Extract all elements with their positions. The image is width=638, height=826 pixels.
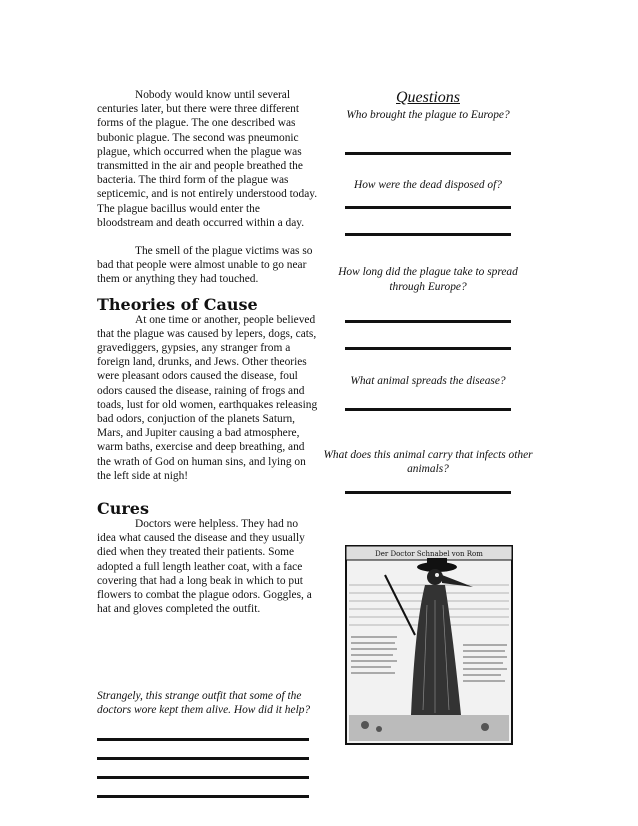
heading-theories-of-cause: Theories of Cause (97, 294, 258, 314)
heading-cures: Cures (97, 499, 149, 519)
paragraph-cures: Doctors were helpless. They had no idea what caused the disease and they usually died when they treated their patients. Some adopted a full length leather coat, with a face covering that had a long beak in which to put flowers to combat the plague odors. Goggles, a hat and gloves completed the outfit. (97, 518, 312, 616)
plague-doctor-illustration (345, 545, 513, 745)
answer-line-q5[interactable] (345, 491, 511, 494)
illustration-caption: Der Doctor Schnabel von Rom (375, 550, 483, 558)
questions-column (320, 88, 536, 494)
paragraph-theories: At one time or another, people believed that the plague was caused by lepers, dogs, cats, gravediggers, gypsies, any stranger from a foreign land, drunks, and Jews. Other theories were pleasant odors caused the disease, foul odors caused the disease, raining of frogs and toads, lust for old women, earthquakes releasing bad odors, conjuction of the planets Saturn, Mars, and Jupiter causing a bad atmosphere, warm baths, exercise and deep breathing, and the wrath of God on human sins, and lying on the left side at nigh! (97, 313, 318, 482)
question-1: Who brought the plague to Europe? (346, 109, 510, 121)
question-3: How long did the plague take to spread through Europe? (338, 266, 518, 293)
answer-line-4[interactable] (97, 795, 309, 798)
left-column (97, 88, 319, 798)
question-4: What animal spreads the disease? (350, 374, 506, 387)
questions-title: Questions (396, 89, 460, 106)
question-2: How were the dead disposed of? (354, 179, 502, 192)
question-outfit: Strangely, this strange outfit that some of the doctors wore kept them alive. How did it help? (97, 689, 311, 716)
paragraph-plague-forms: Nobody would know until several centuries later, but there were three different forms of the plague. The one described was bubonic plague. The second was pneumonic plague, which occurred when the plague was transmitted in the air and people breathed the bacteria. The third form of the plague was septicemic, and is not entirely understood today. The plague bacillus would enter the bloodstream and death occurred within a day. (97, 89, 318, 229)
paragraph-smell: The smell of the plague victims was so bad that people were almost unable to go near them or anything they had touched. (97, 245, 313, 286)
question-5: What does this animal carry that infects other animals? (323, 449, 533, 476)
